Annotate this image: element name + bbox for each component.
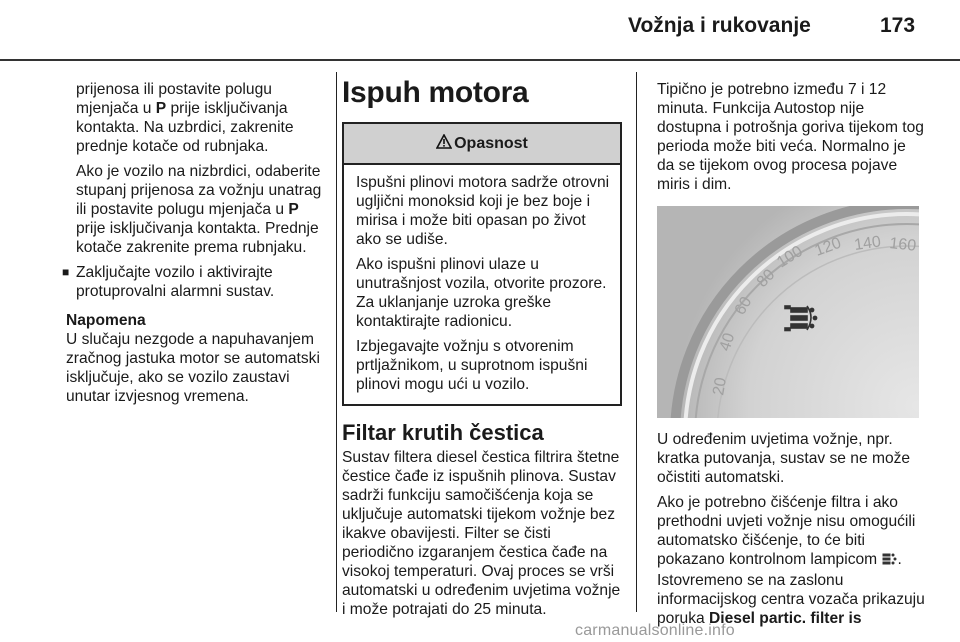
dpf-inline-icon <box>882 552 898 571</box>
danger-paragraph-3: Izbjegavajte vožnju s otvorenim prtljažnikom, u suprotnom ispušni plinovi mogu ući u vozilo. <box>356 338 588 393</box>
note-block <box>62 311 332 406</box>
warning-triangle-icon <box>436 134 452 154</box>
gauge-label: 80 <box>753 266 779 291</box>
paragraph-park-uphill: prijenosa ili postavite polugu mjenjača u P prije isključivanja kontakta. Na uzbrdici, zakrenite prednje kotače od rubnjaka. <box>76 81 294 155</box>
paragraph-duration: Tipično je potrebno između 7 i 12 minuta. Funkcija Autostop nije dostupna i potrošnja goriva tijekom tog perioda može biti veća. Normalno je da se tijekom ovog procesa pojave miris i dim. <box>657 81 924 193</box>
gauge-label: 40 <box>716 331 739 354</box>
gauge-label: 100 <box>774 242 806 272</box>
gauge-label: 160 <box>888 235 917 255</box>
gauge-label: 140 <box>853 233 882 254</box>
running-header-title: Vožnja i rukovanje <box>628 14 811 37</box>
column-1 <box>62 80 332 406</box>
paragraph-display-message: Istovremeno se na zaslonu informacijskog centra vozača prikazuju poruka Diesel partic. filter is <box>657 572 925 627</box>
column-divider-2 <box>636 72 637 612</box>
gauge-label: 60 <box>731 294 756 318</box>
subsection-title: Filtar krutih čestica <box>342 420 544 445</box>
section-title: Ispuh motora <box>342 76 529 109</box>
column-divider-1 <box>336 72 337 612</box>
danger-header <box>344 124 620 165</box>
paragraph-park-downhill: Ako je vozilo na nizbrdici, odaberite stupanj prijenosa za vožnju unatrag ili postavite polugu mjenjača u P prije isključivanja kontakta. Prednje kotače zakrenite prema rubnjaku. <box>76 163 322 256</box>
danger-paragraph-2: Ako ispušni plinovi ulaze u unutrašnjost vozila, otvorite prozore. Za uklanjanje uzroka greške kontaktirajte radionicu. <box>356 256 607 330</box>
column-2 <box>342 76 622 625</box>
bullet-marker: ■ <box>62 265 70 279</box>
bullet-lock-vehicle: ■ Zaključajte vozilo i aktivirajte protuprovalni alarmni sustav. <box>62 264 275 300</box>
gauge-label: 120 <box>812 234 844 260</box>
note-heading: Napomena <box>66 312 146 329</box>
danger-box <box>342 122 622 406</box>
header-rule <box>0 59 960 61</box>
gauge-label: 20 <box>710 376 731 397</box>
note-text: U slučaju nezgode a napuhavanjem zračnog jastuka motor se automatski isključuje, ako se vozilo zaustavi unutar izvjesnog vremena. <box>66 331 320 405</box>
danger-label: Opasnost <box>454 135 528 152</box>
danger-paragraph-1: Ispušni plinovi motora sadrže otrovni ugljični monoksid koji je bez boje i mirisa i može biti opasan po život ako se udiše. <box>356 174 610 248</box>
page-number: 173 <box>880 14 916 37</box>
paragraph-control-lamp: Ako je potrebno čišćenje filtra i ako prethodni uvjeti vožnje nisu omogućili automatsko čišćenje, to će biti pokazano kontrolnom lampicom . <box>657 493 925 571</box>
filter-body-text: Sustav filtera diesel čestica filtrira štetne čestice čađe iz ispušnih plinova. Sustav sadrži funkciju samočišćenja koja se uključuje automatski tijekom vožnje bez ikakve obavijesti. Filter se čisti periodično izgaranjem čestica čađe na visokoj temperaturi. Ovaj proces se vrši automatski u određenim uvjetima vožnje i može potrajati do 25 minuta. <box>342 449 621 618</box>
column-3 <box>657 80 925 634</box>
paragraph-conditions: U određenim uvjetima vožnje, npr. kratka putovanja, sustav se ne može očistiti automatski. <box>657 431 911 486</box>
speedometer-illustration <box>657 206 919 418</box>
watermark: carmanualsonline.info <box>575 622 735 639</box>
